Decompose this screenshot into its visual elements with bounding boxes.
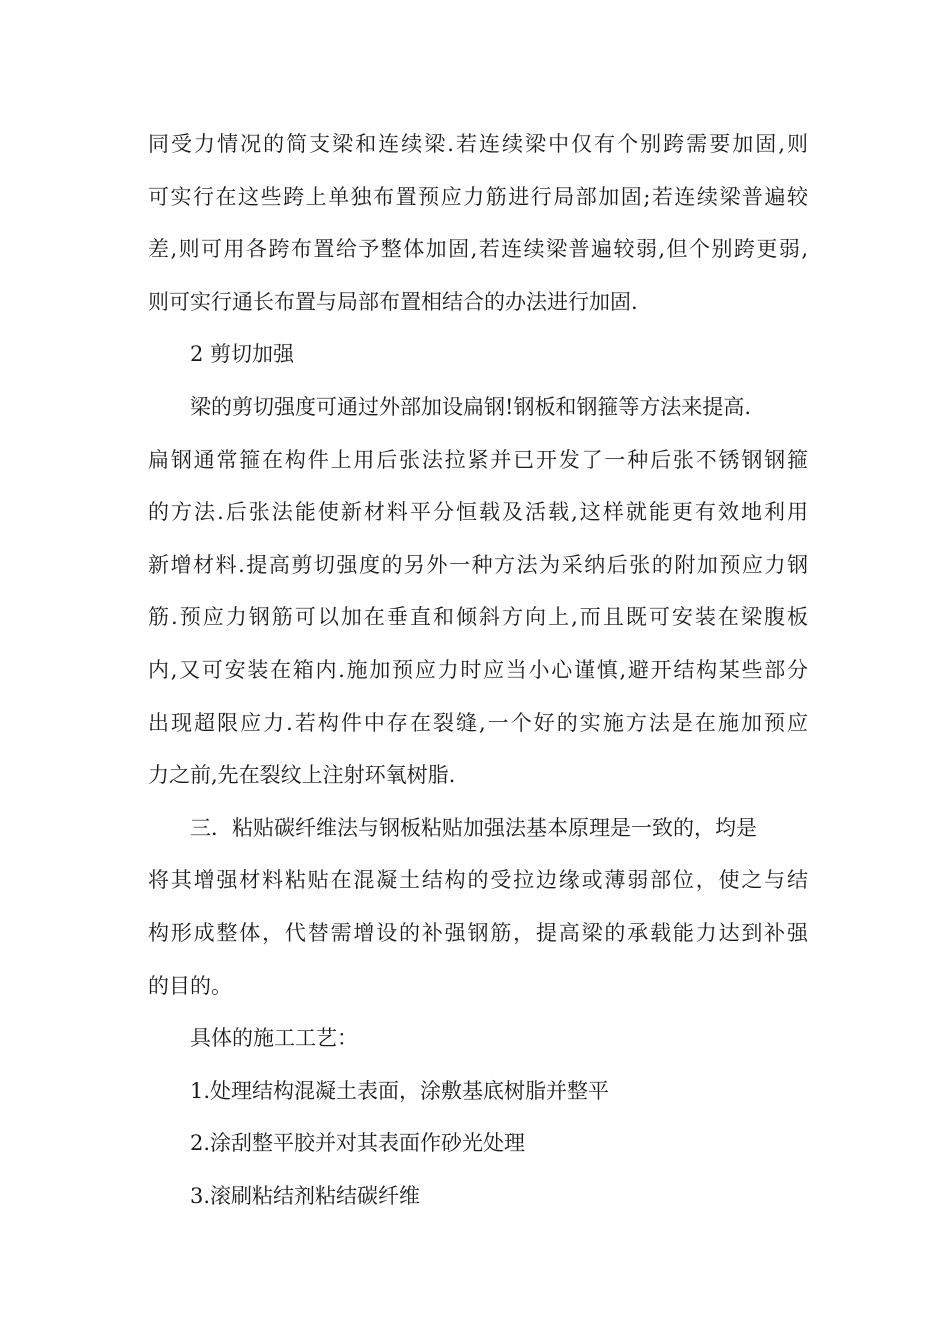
paragraph-line: 梁的剪切强度可通过外部加设扁钢!钢板和钢箍等方法来提高. <box>190 394 752 419</box>
paragraph-line: 新增材料.提高剪切强度的另外一种方法为采纳后张的附加预应力钢 <box>148 552 808 577</box>
process-step: 3.滚刷粘结剂粘结碳纤维 <box>190 1183 421 1208</box>
paragraph-line: 的目的。 <box>148 973 232 998</box>
paragraph-line: 筋.预应力钢筋可以加在垂直和倾斜方向上,而且既可安装在梁腹板 <box>148 605 808 630</box>
paragraph-line: 同受力情况的简支梁和连续梁.若连续梁中仅有个别跨需要加固,则 <box>148 132 808 156</box>
paragraph-line: 可实行在这些跨上单独布置预应力筋进行局部加固;若连续梁普遍较 <box>148 184 808 209</box>
paragraph-line: 构形成整体，代替需增设的补强钢筋，提高梁的承载能力达到补强 <box>148 920 808 945</box>
paragraph-line: 内,又可安装在箱内.施加预应力时应当小心谨慎,避开结构某些部分 <box>148 657 808 682</box>
process-title: 具体的施工工艺： <box>190 1026 358 1051</box>
paragraph-line: 三．粘贴碳纤维法与钢板粘贴加强法基本原理是一致的，均是 <box>190 815 757 840</box>
paragraph-line: 将其增强材料粘贴在混凝土结构的受拉边缘或薄弱部位，使之与结 <box>148 868 808 893</box>
paragraph-line: 的方法.后张法能使新材料平分恒载及活载,这样就能更有效地利用 <box>148 500 808 525</box>
document-body <box>148 118 808 1222</box>
paragraph-line: 扁钢通常箍在构件上用后张法拉紧并已开发了一种后张不锈钢钢箍 <box>148 447 808 472</box>
paragraph-line: 则可实行通长布置与局部布置相结合的办法进行加固. <box>148 289 638 314</box>
paragraph-line: 力之前,先在裂纹上注射环氧树脂. <box>148 763 456 788</box>
paragraph-line: 差,则可用各跨布置给予整体加固,若连续梁普遍较弱,但个别跨更弱, <box>148 237 808 262</box>
section-heading: 2 剪切加强 <box>190 342 295 367</box>
process-step: 1.处理结构混凝土表面，涂敷基底树脂并整平 <box>190 1078 610 1103</box>
process-step: 2.涂刮整平胶并对其表面作砂光处理 <box>190 1131 526 1156</box>
paragraph-line: 出现超限应力.若构件中存在裂缝,一个好的实施方法是在施加预应 <box>148 710 808 735</box>
